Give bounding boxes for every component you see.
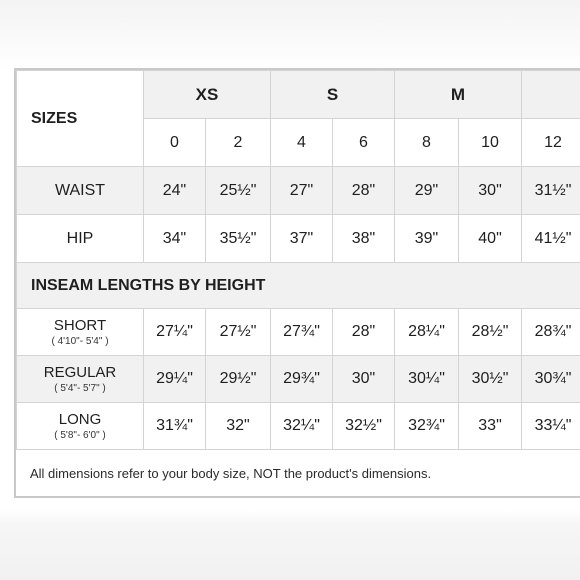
- long-label-cell: [17, 403, 144, 450]
- regular-2: 29½": [206, 356, 271, 403]
- long-6: 32½": [333, 403, 395, 450]
- sizes-label: SIZES: [17, 71, 144, 167]
- long-label: LONG: [58, 410, 102, 428]
- regular-0: 29¼": [144, 356, 206, 403]
- size-2: 2: [206, 119, 271, 167]
- hip-0: 34": [144, 215, 206, 263]
- size-chart: [14, 68, 580, 498]
- regular-6: 30": [333, 356, 395, 403]
- long-8: 32¾": [395, 403, 459, 450]
- long-2: 32": [206, 403, 271, 450]
- regular-4: 29¾": [271, 356, 333, 403]
- short-label: SHORT: [53, 316, 107, 334]
- hip-10: 40": [459, 215, 522, 263]
- short-label-cell: [17, 309, 144, 356]
- hip-label: HIP: [17, 215, 144, 263]
- long-range: ( 5'8"- 6'0" ): [54, 429, 106, 441]
- regular-10: 30½": [459, 356, 522, 403]
- size-0: 0: [144, 119, 206, 167]
- hip-6: 38": [333, 215, 395, 263]
- waist-row: [17, 167, 580, 215]
- regular-row: [17, 356, 580, 403]
- hip-12: 41½": [522, 215, 580, 263]
- group-s: S: [271, 71, 395, 119]
- size-8: 8: [395, 119, 459, 167]
- size-table: [16, 70, 580, 450]
- size-10: 10: [459, 119, 522, 167]
- size-6: 6: [333, 119, 395, 167]
- hip-2: 35½": [206, 215, 271, 263]
- hip-8: 39": [395, 215, 459, 263]
- long-row: [17, 403, 580, 450]
- waist-label: WAIST: [17, 167, 144, 215]
- short-range: ( 4'10"- 5'4" ): [51, 335, 109, 347]
- short-0: 27¼": [144, 309, 206, 356]
- short-10: 28½": [459, 309, 522, 356]
- group-xs: XS: [144, 71, 271, 119]
- size-4: 4: [271, 119, 333, 167]
- regular-label-cell: [17, 356, 144, 403]
- short-12: 28¾": [522, 309, 580, 356]
- long-0: 31¾": [144, 403, 206, 450]
- regular-range: ( 5'4"- 5'7" ): [54, 382, 106, 394]
- regular-label: REGULAR: [43, 363, 117, 381]
- inseam-header: INSEAM LENGTHS BY HEIGHT: [17, 263, 580, 309]
- hip-row: [17, 215, 580, 263]
- inseam-header-row: [17, 263, 580, 309]
- short-4: 27¾": [271, 309, 333, 356]
- waist-8: 29": [395, 167, 459, 215]
- short-8: 28¼": [395, 309, 459, 356]
- group-l: [522, 71, 580, 119]
- footnote: All dimensions refer to your body size, NOT the product's dimensions.: [30, 466, 432, 481]
- short-row: [17, 309, 580, 356]
- waist-0: 24": [144, 167, 206, 215]
- waist-10: 30": [459, 167, 522, 215]
- long-12: 33¼": [522, 403, 580, 450]
- group-header-row: [17, 71, 580, 119]
- hip-4: 37": [271, 215, 333, 263]
- size-12: 12: [522, 119, 580, 167]
- short-2: 27½": [206, 309, 271, 356]
- long-4: 32¼": [271, 403, 333, 450]
- waist-4: 27": [271, 167, 333, 215]
- regular-12: 30¾": [522, 356, 580, 403]
- regular-8: 30¼": [395, 356, 459, 403]
- waist-2: 25½": [206, 167, 271, 215]
- group-m: M: [395, 71, 522, 119]
- long-10: 33": [459, 403, 522, 450]
- waist-12: 31½": [522, 167, 580, 215]
- short-6: 28": [333, 309, 395, 356]
- waist-6: 28": [333, 167, 395, 215]
